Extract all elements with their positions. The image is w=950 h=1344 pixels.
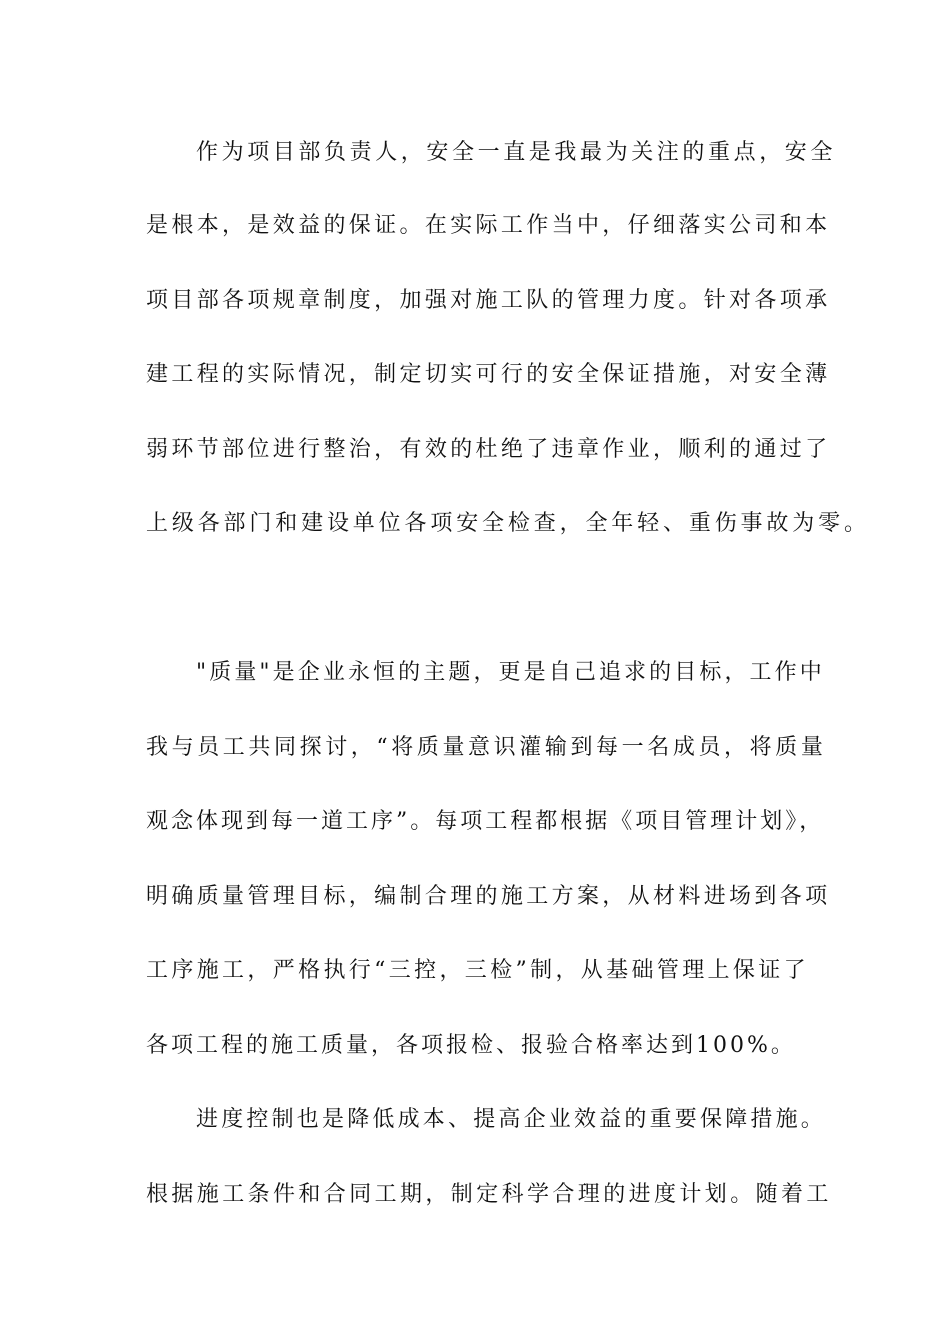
paragraph-line: 作为项目部负责人，安全一直是我最为关注的重点，安全 [196,140,837,165]
paragraph-line: 根据施工条件和合同工期，制定科学合理的进度计划。随着工 [146,1182,832,1207]
paragraph-line: 上级各部门和建设单位各项安全检查，全年轻、重伤事故为零。 [146,511,870,536]
paragraph-line: 进度控制也是降低成本、提高企业效益的重要保障措施。 [196,1107,827,1132]
paragraph-line: 明确质量管理目标，编制合理的施工方案，从材料进场到各项 [146,884,831,909]
paragraph-line: "质量"是企业永恒的主题，更是自己追求的目标，工作中 [196,660,825,685]
paragraph-line: 我与员工共同探讨，“将质量意识灌输到每一名成员，将质量 [146,735,827,760]
paragraph-line: 工序施工，严格执行“三控，三检”制，从基础管理上保证了 [146,958,809,983]
paragraph-line: 是根本，是效益的保证。在实际工作当中，仔细落实公司和本 [146,213,831,238]
paragraph-line: 项目部各项规章制度，加强对施工队的管理力度。针对各项承 [146,288,831,313]
paragraph-line: 建工程的实际情况，制定切实可行的安全保证措施，对安全薄 [146,362,831,387]
paragraph-line: 各项工程的施工质量，各项报检、报验合格率达到100%。 [146,1033,796,1058]
paragraph-line: 弱环节部位进行整治，有效的杜绝了违章作业，顺利的通过了 [146,437,831,462]
paragraph-line: 观念体现到每一道工序”。每项工程都根据《项目管理计划》， [146,809,825,834]
